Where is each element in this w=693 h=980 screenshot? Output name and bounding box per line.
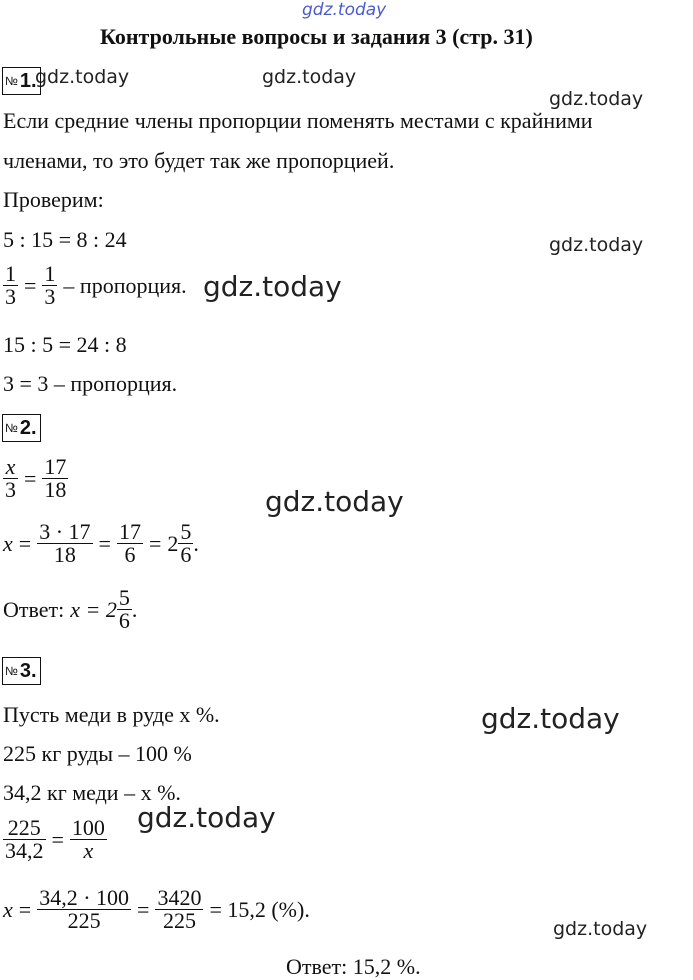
answer: Ответ: x = 2 $\frac{5}{6}$ . [3, 585, 138, 633]
fraction: $\frac{17}{18}$ [44, 454, 67, 502]
fraction: $\frac{5}{6}$ [180, 519, 192, 567]
task3-text-line2: 225 кг руды – 100 % [3, 741, 192, 766]
proportion-equation: $\frac{225}{34,2}$ = $\frac{100}{x}$ [5, 815, 105, 863]
task1-text-line1: Если средние члены пропорции поменять местами с крайними [3, 108, 593, 133]
equation: 15 : 5 = 24 : 8 [3, 332, 127, 357]
watermark: gdz.today [549, 88, 644, 110]
watermark: gdz.today [549, 234, 644, 256]
fraction: $\frac{100}{x}$ [71, 815, 105, 863]
solution-equation: x = $\frac{34,2 \cdot 100}{225}$ = $\frac{3420}{225}$ = 15,2 (%). [3, 885, 310, 933]
task1-text-line2: членами, то это будет так же пропорцией. [3, 148, 395, 173]
watermark: gdz.today [35, 66, 130, 88]
fraction: $\frac{1}{3}$ [5, 261, 16, 309]
task-number: 1. [19, 70, 37, 92]
fraction: $\frac{3 \cdot 17}{18}$ [39, 519, 91, 567]
fraction: $\frac{3420}{225}$ [157, 885, 202, 933]
solution-equation: x = $\frac{3 \cdot 17}{18}$ = $\frac{17}{6}$ = 2 $\frac{5}{6}$ . [3, 519, 199, 567]
watermark: gdz.today [553, 918, 648, 940]
page-title: Контрольные вопросы и задания 3 (стр. 31) [100, 24, 533, 49]
task-number-badge: № 2. [2, 414, 41, 442]
watermark: gdz.today [262, 66, 357, 88]
watermark: gdz.today [137, 801, 276, 834]
equation: 3 = 3 – пропорция. [3, 371, 178, 396]
answer: Ответ: 15,2 %. [286, 954, 421, 979]
fraction: $\frac{5}{6}$ [118, 585, 130, 633]
fraction: $\frac{34,2 \cdot 100}{225}$ [39, 885, 130, 933]
fraction: $\frac{17}{6}$ [118, 519, 141, 567]
fraction-equation: $\frac{1}{3}$ = $\frac{1}{3}$ – пропорция. [5, 261, 187, 309]
task-number-badge: № 3. [2, 657, 41, 685]
equation-text: – пропорция. [63, 272, 187, 298]
fraction: $\frac{1}{3}$ [44, 261, 56, 309]
fraction: $\frac{225}{34,2}$ [5, 815, 44, 863]
watermark: gdz.today [481, 702, 620, 735]
task-number: 2. [19, 417, 37, 439]
task-number-badge: № 1. [2, 67, 41, 95]
check-label: Проверим: [3, 187, 104, 212]
task3-text-line3: 34,2 кг меди – x %. [3, 780, 181, 805]
watermark-top: gdz.today [302, 0, 387, 20]
fraction: $\frac{x}{3}$ [5, 454, 16, 502]
equation: 5 : 15 = 8 : 24 [3, 227, 127, 252]
watermark: gdz.today [265, 485, 404, 518]
task-number: 3. [19, 660, 37, 682]
task3-text-line1: Пусть меди в руде x %. [3, 702, 220, 727]
proportion-equation: $\frac{x}{3}$ = $\frac{17}{18}$ [5, 454, 67, 502]
watermark: gdz.today [203, 270, 342, 303]
